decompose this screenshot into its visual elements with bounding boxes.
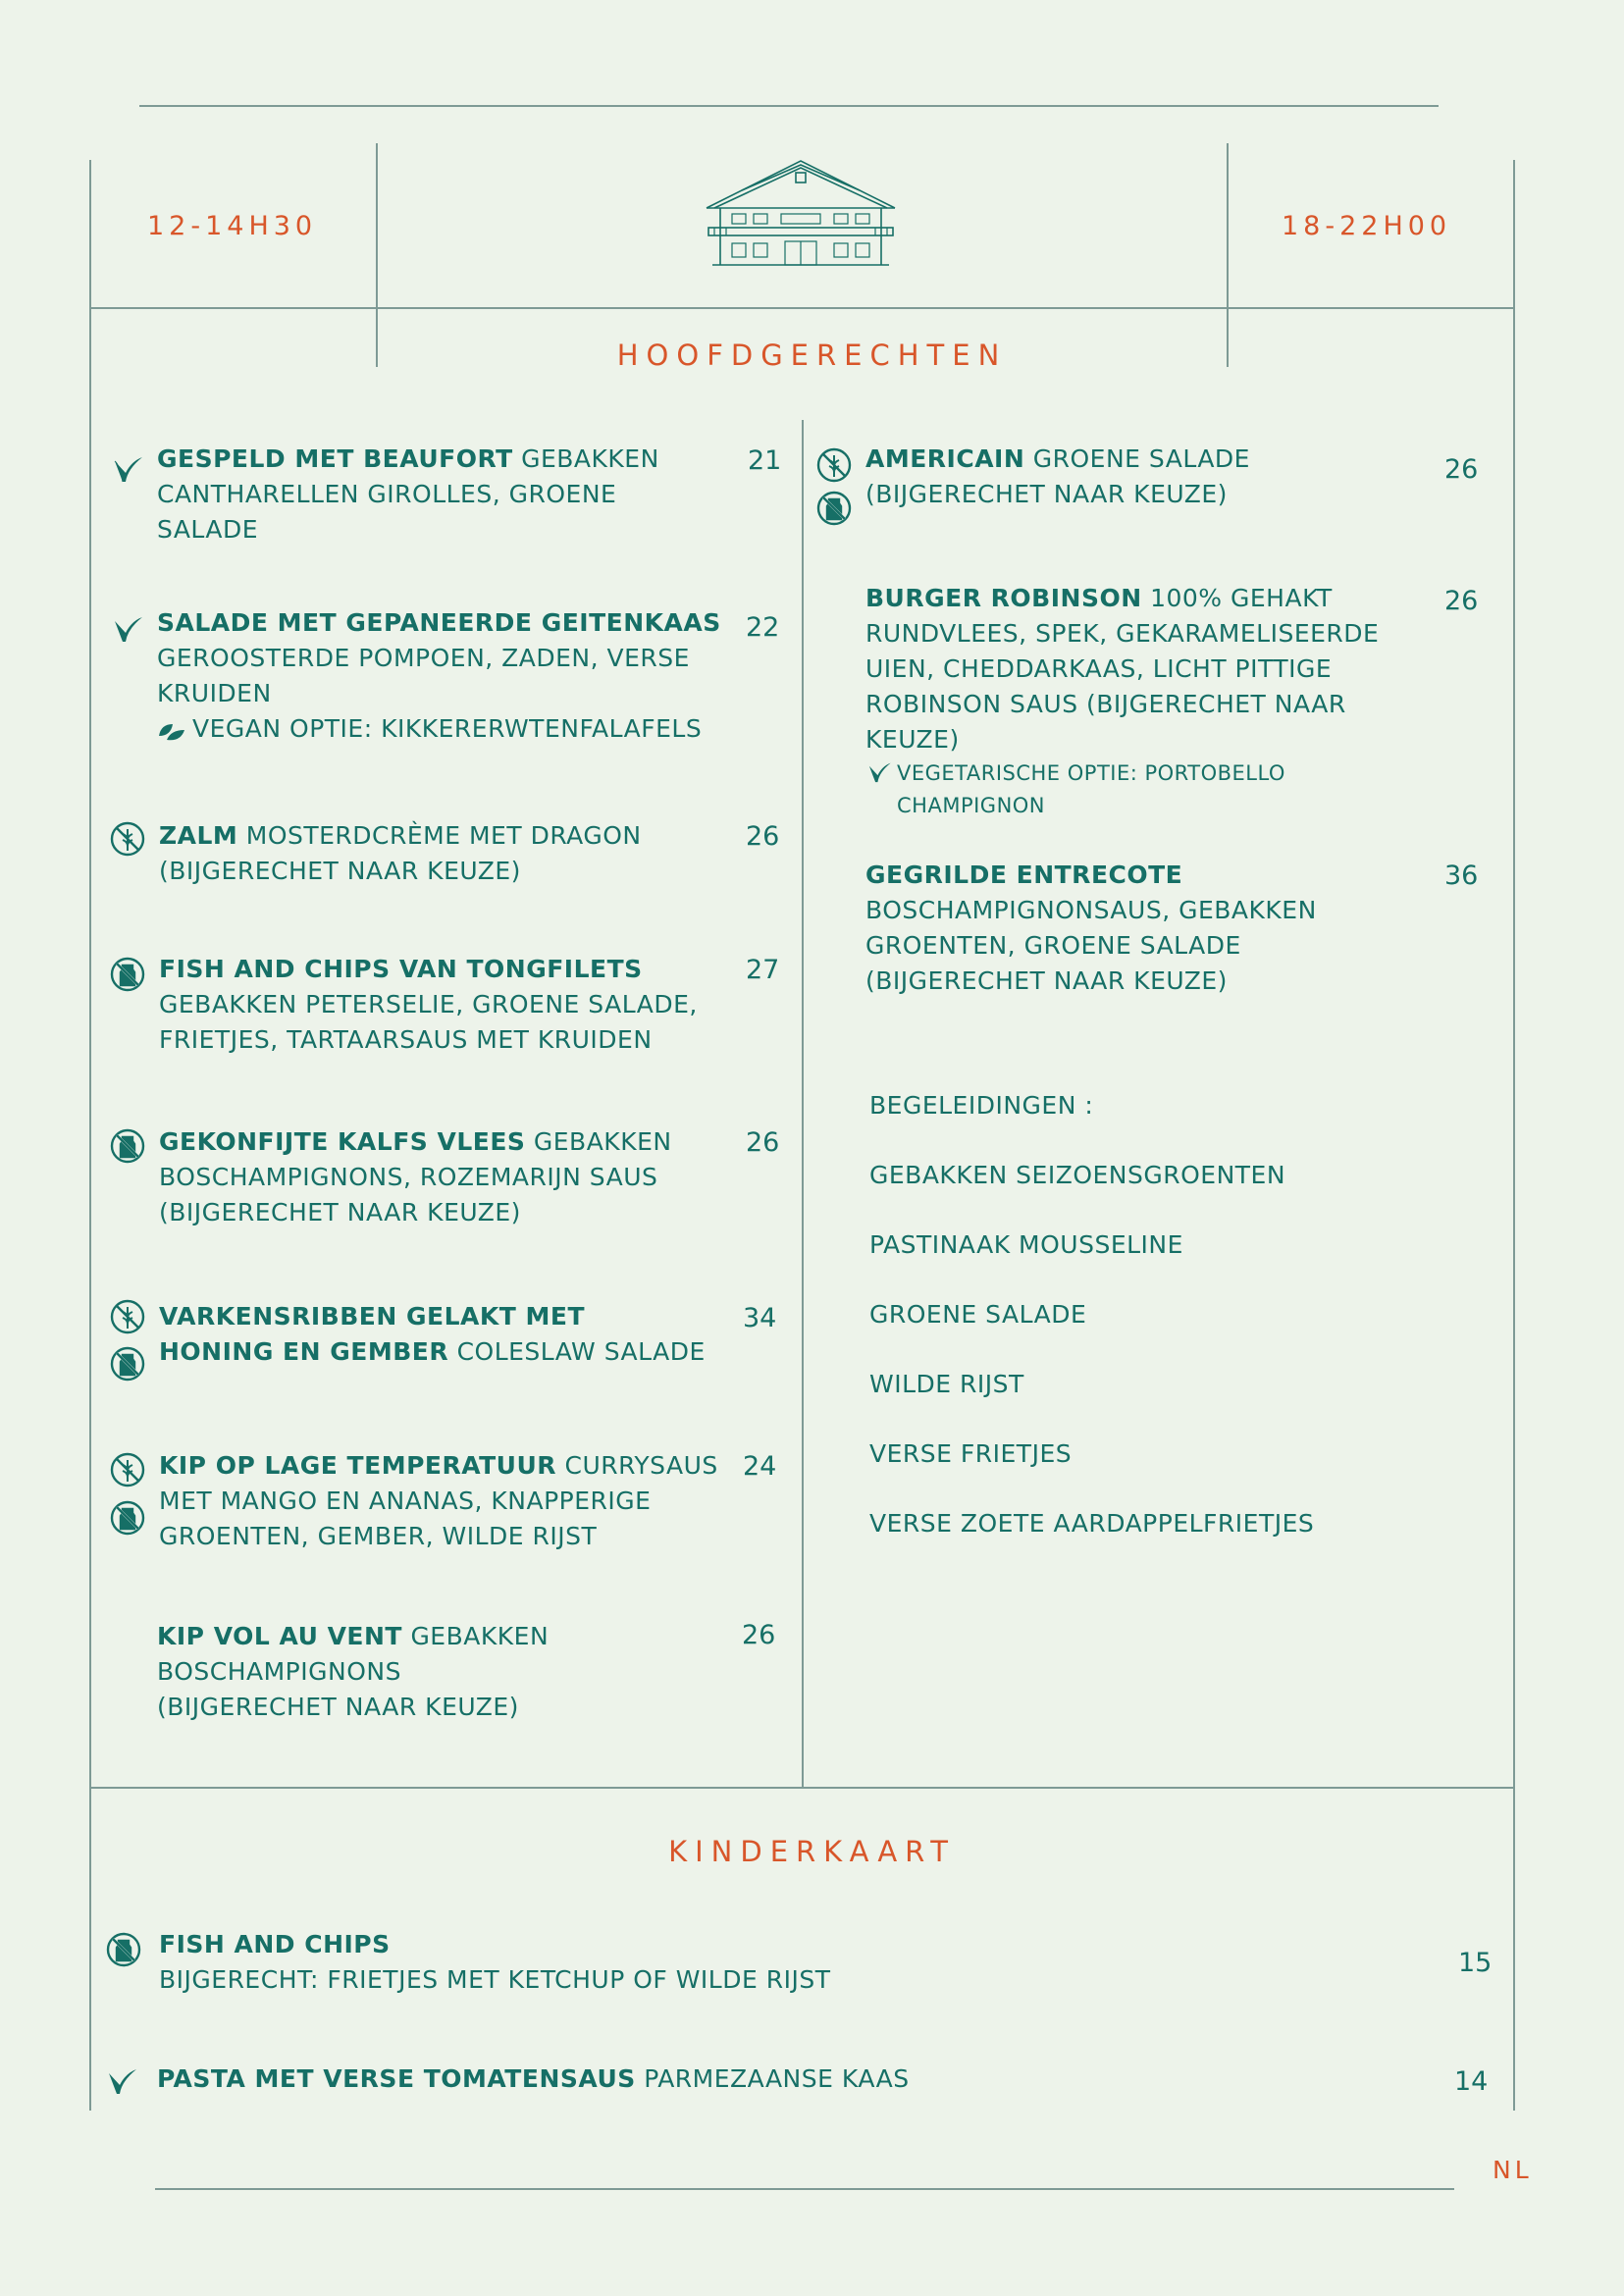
main-courses-title: HOOFDGERECHTEN (616, 339, 1008, 372)
menu-item-gespeld (157, 442, 667, 548)
dish-description: GEROOSTERDE POMPOEN, ZADEN, VERSE KRUIDEN (157, 644, 690, 707)
dish-name: KIP VOL AU VENT (157, 1622, 402, 1650)
dish-name: FISH AND CHIPS VAN TONGFILETS (159, 955, 643, 983)
dish-name: AMERICAIN (865, 444, 1025, 473)
lactose-free-icon (106, 1932, 141, 1967)
dish-description: MOSTERDCRÈME MET DRAGON (BIJGERECHET NAAR KEUZE) (159, 821, 642, 885)
dish-description: CURRYSAUS MET MANGO EN ANANAS, KNAPPERIGE GROENTEN, GEMBER, WILDE RIJST (159, 1451, 718, 1550)
column-divider (802, 420, 804, 1787)
kids-item-fish-and-chips (159, 1927, 1042, 1998)
vegetarian-icon (104, 2063, 139, 2099)
vegetarian-icon (865, 758, 893, 786)
menu-item-fish-and-chips-tongfilets (159, 952, 738, 1058)
side-item: PASTINAAK MOUSSELINE (869, 1230, 1183, 1259)
header-divider-left (376, 143, 378, 367)
dish-description: COLESLAW SALADE (456, 1337, 706, 1366)
dish-name: PASTA MET VERSE TOMATENSAUS (157, 2064, 636, 2093)
dish-description: GEBAKKEN PETERSELIE, GROENE SALADE, FRIETJES, TARTAARSAUS MET KRUIDEN (159, 990, 698, 1054)
dish-name: FISH AND CHIPS (159, 1930, 391, 1958)
price: 34 (743, 1303, 777, 1333)
dinner-hours: 18-22H00 (1282, 211, 1452, 241)
price: 15 (1458, 1948, 1493, 1978)
right-frame (1513, 160, 1515, 2111)
kids-menu-title: KINDERKAART (668, 1835, 956, 1868)
price: 26 (746, 821, 780, 852)
menu-item-burger-robinson (865, 581, 1415, 822)
price: 21 (748, 445, 782, 476)
price: 14 (1454, 2066, 1489, 2097)
lactose-free-icon (110, 1500, 145, 1536)
menu-item-varkensribben (159, 1299, 708, 1370)
dish-description: GEBAKKEN CANTHARELLEN GIROLLES, GROENE SALADE (157, 444, 659, 544)
vegetarian-icon (110, 451, 145, 487)
left-frame (89, 160, 91, 2111)
price: 36 (1444, 861, 1479, 891)
menu-item-americain (865, 442, 1278, 512)
top-rule (139, 105, 1439, 107)
price: 24 (743, 1451, 777, 1482)
menu-item-geitenkaas (157, 605, 746, 747)
dish-name: ZALM (159, 821, 238, 850)
header-rule (90, 307, 1515, 309)
bottom-rule (155, 2188, 1454, 2190)
side-item: VERSE ZOETE AARDAPPELFRIETJES (869, 1509, 1315, 1538)
dish-description: PARMEZAANSE KAAS (644, 2064, 910, 2093)
price: 22 (746, 612, 780, 643)
gluten-free-icon (816, 447, 852, 483)
price: 27 (746, 955, 780, 985)
menu-item-zalm (159, 818, 708, 889)
section-rule (90, 1787, 1515, 1789)
side-item: GROENE SALADE (869, 1300, 1087, 1329)
dish-name: VARKENSRIBBEN GELAKT MET HONING EN GEMBER (159, 1302, 586, 1366)
lunch-hours: 12-14H30 (147, 211, 318, 241)
dish-name: GESPELD MET BEAUFORT (157, 444, 513, 473)
menu-item-kip-vol-au-vent (157, 1619, 589, 1725)
sides-title: BEGELEIDINGEN : (869, 1091, 1094, 1120)
side-item: WILDE RIJST (869, 1370, 1024, 1398)
dish-description: GROENE SALADE (BIJGERECHET NAAR KEUZE) (865, 444, 1250, 508)
gluten-free-icon (110, 821, 145, 857)
dish-description: GEBAKKEN BOSCHAMPIGNONS (BIJGERECHET NAAR KEUZE) (157, 1622, 550, 1721)
menu-item-kalfs-vlees (159, 1124, 708, 1230)
dish-name: GEGRILDE ENTRECOTE (865, 861, 1183, 889)
vegetarian-option: VEGETARISCHE OPTIE: PORTOBELLO CHAMPIGNON (865, 757, 1348, 822)
vegetarian-icon (110, 611, 145, 647)
price: 26 (742, 1620, 776, 1650)
price: 26 (1444, 586, 1479, 616)
lactose-free-icon (110, 1128, 145, 1164)
vegan-option: VEGAN OPTIE: KIKKERERWTENFALAFELS (157, 711, 746, 747)
price: 26 (746, 1127, 780, 1158)
dish-description: 100% GEHAKT RUNDVLEES, SPEK, GEKARAMELISEERDE UIEN, CHEDDARKAAS, LICHT PITTIGE ROBINSON SAUS (BIJGERECHET NAAR KEUZE) (865, 584, 1380, 754)
gluten-free-icon (110, 1299, 145, 1334)
side-item: GEBAKKEN SEIZOENSGROENTEN (869, 1161, 1286, 1189)
lactose-free-icon (816, 491, 852, 526)
lactose-free-icon (110, 1346, 145, 1382)
side-item: VERSE FRIETJES (869, 1439, 1073, 1468)
dish-name: BURGER ROBINSON (865, 584, 1142, 612)
dish-name: SALADE MET GEPANEERDE GEITENKAAS (157, 608, 721, 637)
price: 26 (1444, 454, 1479, 485)
dish-description: BIJGERECHT: FRIETJES MET KETCHUP OF WILDE RIJST (159, 1965, 831, 1994)
dish-description: BOSCHAMPIGNONSAUS, GEBAKKEN GROENTEN, GROENE SALADE (BIJGERECHET NAAR KEUZE) (865, 896, 1317, 995)
menu-item-gegrilde-entrecote (865, 858, 1376, 999)
dish-description: GEBAKKEN BOSCHAMPIGNONS, ROZEMARIJN SAUS (BIJGERECHET NAAR KEUZE) (159, 1127, 672, 1226)
header-divider-right (1227, 143, 1229, 367)
chalet-house-logo (703, 157, 899, 270)
language-label: NL (1493, 2156, 1533, 2184)
dish-name: KIP OP LAGE TEMPERATUUR (159, 1451, 557, 1480)
dish-name: GEKONFIJTE KALFS VLEES (159, 1127, 526, 1156)
lactose-free-icon (110, 957, 145, 992)
menu-item-kip-lage-temperatuur (159, 1448, 728, 1554)
gluten-free-icon (110, 1452, 145, 1487)
kids-item-pasta (157, 2061, 1040, 2097)
vegan-leaf-icon (157, 716, 186, 746)
